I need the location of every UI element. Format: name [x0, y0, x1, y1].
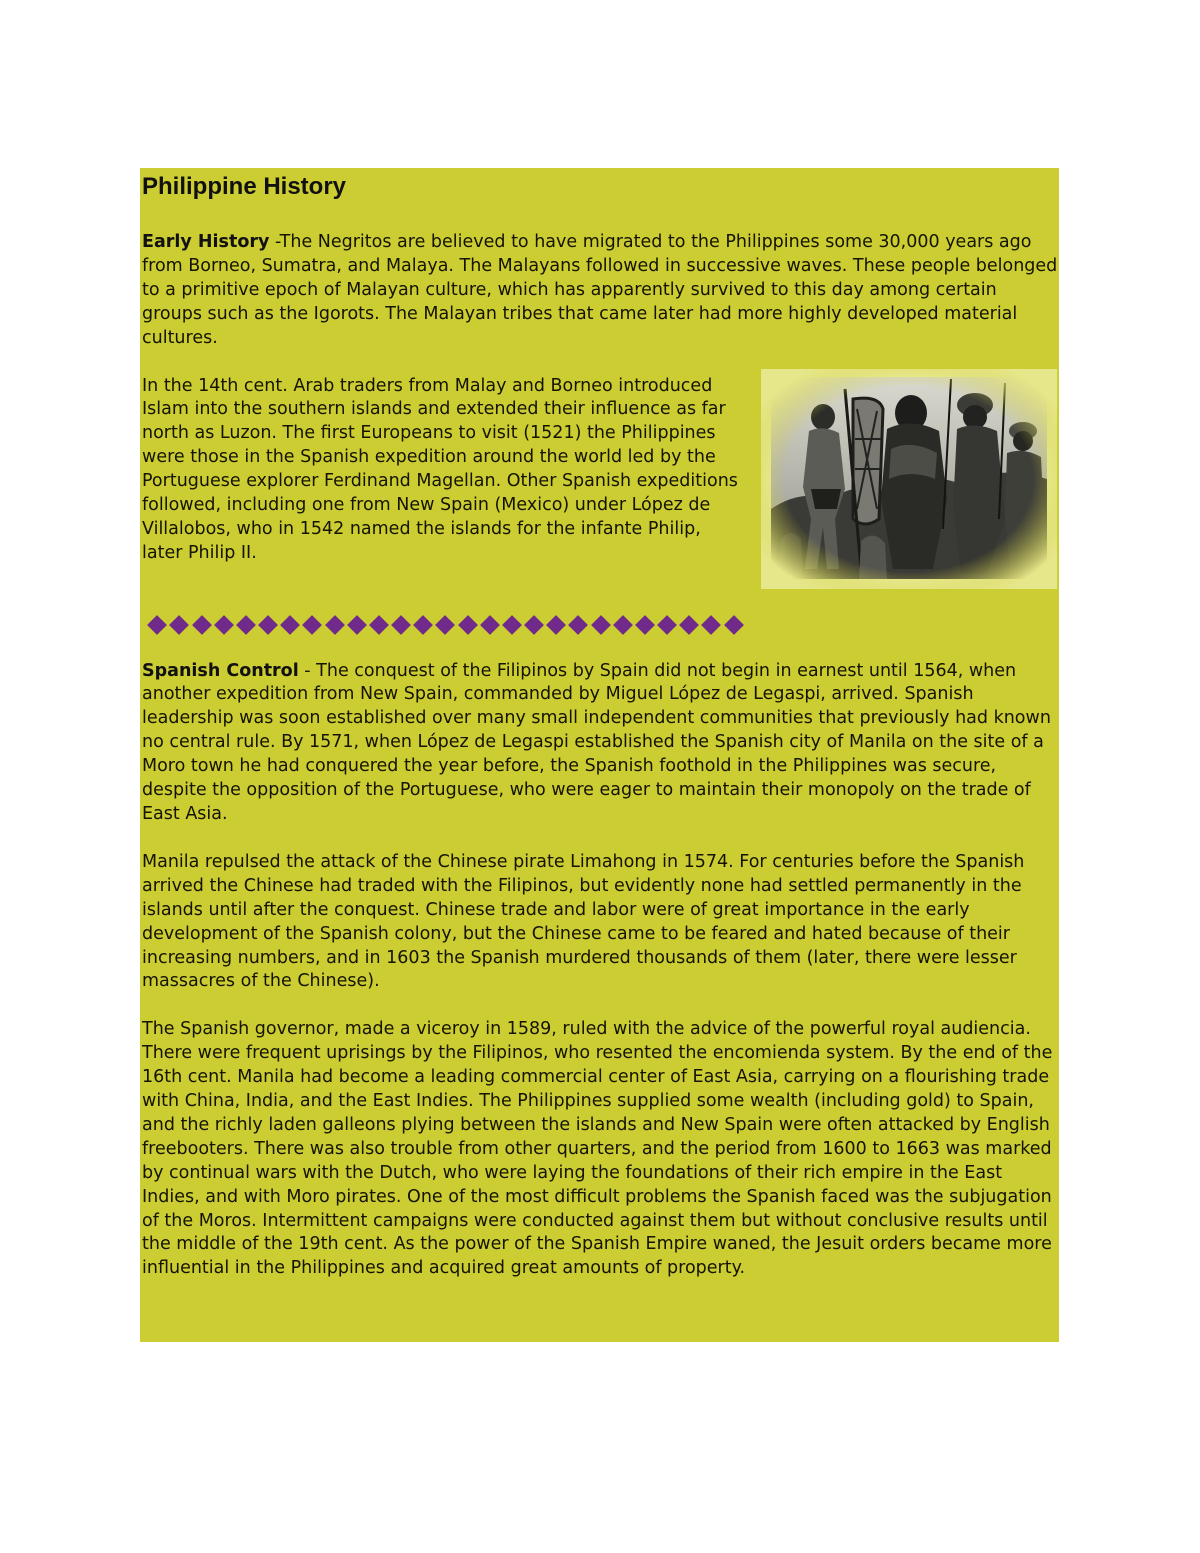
diamond-icon	[657, 615, 677, 635]
diamond-icon	[192, 615, 212, 635]
diamond-icon	[502, 615, 522, 635]
early-history-heading: Early History	[142, 232, 270, 252]
diamond-icon	[635, 615, 655, 635]
fourteenth-century-paragraph: In the 14th cent. Arab traders from Malay and Borneo introduced Islam into the southern islands and extended their influence as far north as Luzon. The first Europeans to visit (1521) the Philippines were those in the Spanish expedition around the world led by the Portuguese explorer Ferdinand Magellan. Other Spanish expeditions followed, including one from New Spain (Mexico) under López de Villalobos, who in 1542 named the islands for the infante Philip, later Philip II.	[142, 375, 738, 563]
diamond-icon	[436, 615, 456, 635]
page-title: Philippine History	[142, 173, 347, 200]
diamond-divider	[142, 612, 1059, 638]
diamond-icon	[302, 615, 322, 635]
diamond-icon	[147, 615, 167, 635]
diamond-icon	[325, 615, 345, 635]
diamond-icon	[236, 615, 256, 635]
diamond-icon	[369, 615, 389, 635]
spanish-control-text: - The conquest of the Filipinos by Spain did not begin in earnest until 1564, when another expedition from New Spain, commanded by Miguel López de Legaspi, arrived. Spanish leadership was soon established over many small independent communities that previously had known no central rule. By 1571, when López de Legaspi established the Spanish city of Manila on the site of a Moro town he had conquered the year before, the Spanish foothold in the Philippines was secure, despite the opposition of the Portuguese, who were eager to maintain their monopoly on the trade of East Asia.	[142, 660, 1051, 824]
diamond-icon	[391, 615, 411, 635]
diamond-icon	[613, 615, 633, 635]
early-history-paragraph	[142, 231, 1059, 351]
spanish-control-heading: Spanish Control	[142, 660, 299, 681]
diamond-icon	[280, 615, 300, 635]
fourteenth-century-section	[142, 375, 1059, 589]
diamond-icon	[347, 615, 367, 635]
diamond-icon	[413, 615, 433, 635]
diamond-icon	[214, 615, 234, 635]
spanish-governor-paragraph: The Spanish governor, made a viceroy in 1589, ruled with the advice of the powerful royal audiencia. There were frequent uprisings by the Filipinos, who resented the encomienda system. By the end of the 16th cent. Manila had become a leading commercial center of East Asia, carrying on a flourishing trade with China, India, and the East Indies. The Philippines supplied some wealth (including gold) to Spain, and the richly laden galleons plying between the islands and New Spain were often attacked by English freebooters. There was also trouble from other quarters, and the period from 1600 to 1663 was marked by continual wars with the Dutch, who were laying the foundations of their rich empire in the East Indies, and with Moro pirates. One of the most difficult problems the Spanish faced was the subjugation of the Moros. Intermittent campaigns were conducted against them but without conclusive results until the middle of the 19th cent. As the power of the Spanish Empire waned, the Jesuit orders became more influential in the Philippines and acquired great amounts of property.	[142, 1019, 1053, 1279]
diamond-icon	[724, 615, 744, 635]
diamond-icon	[524, 615, 544, 635]
manila-paragraph: Manila repulsed the attack of the Chinese pirate Limahong in 1574. For centuries before the Spanish arrived the Chinese had traded with the Filipinos, but evidently none had settled permanently in the islands until after the conquest. Chinese trade and labor were of great importance in the early development of the Spanish colony, but the Chinese came to be feared and hated because of their increasing numbers, and in 1603 the Spanish murdered thousands of them (later, there were lesser massacres of the Chinese).	[142, 851, 1025, 992]
diamond-icon	[546, 615, 566, 635]
spanish-control-paragraph	[142, 660, 1059, 827]
diamond-icon	[258, 615, 278, 635]
diamond-icon	[569, 615, 589, 635]
historical-engraving-image	[761, 369, 1057, 589]
diamond-icon	[480, 615, 500, 635]
diamond-icon	[679, 615, 699, 635]
document-page	[140, 168, 1059, 1342]
diamond-icon	[591, 615, 611, 635]
early-history-text: -The Negritos are believed to have migrated to the Philippines some 30,000 years ago from Borneo, Sumatra, and Malaya. The Malayans followed in successive waves. These people belonged to a primitive epoch of Malayan culture, which has apparently survived to this day among certain groups such as the Igorots. The Malayan tribes that came later had more highly developed material cultures.	[142, 232, 1058, 348]
diamond-icon	[458, 615, 478, 635]
diamond-icon	[702, 615, 722, 635]
diamond-icon	[169, 615, 189, 635]
